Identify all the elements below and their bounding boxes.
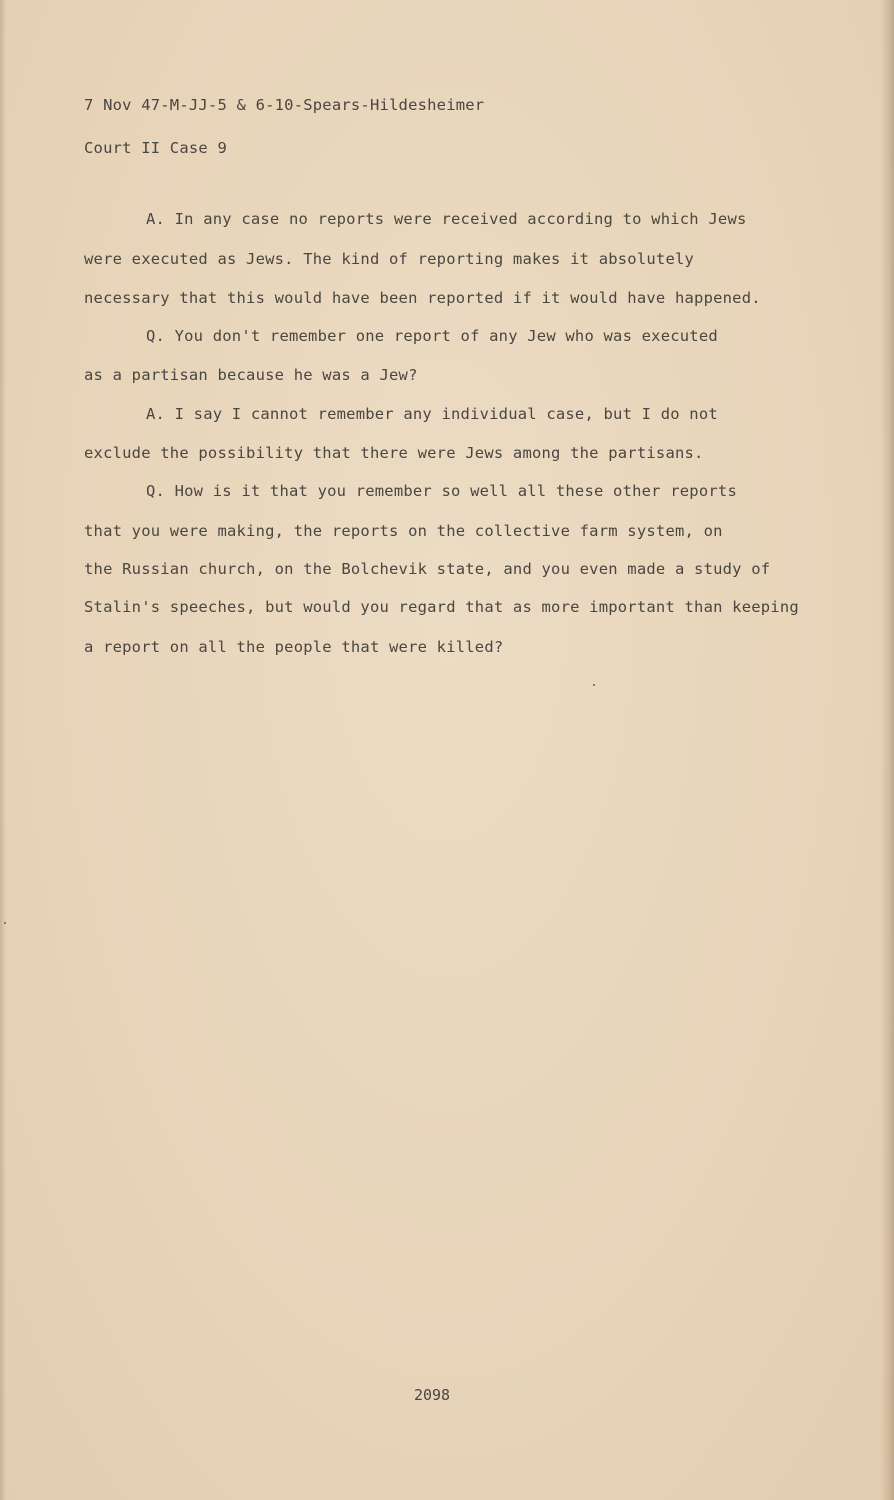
header-line-1: 7 Nov 47-M-JJ-5 & 6-10-Spears-Hildesheimer <box>84 96 485 114</box>
body-line: a report on all the people that were killed? <box>84 638 504 656</box>
body-line: that you were making, the reports on the collective farm system, on <box>84 522 723 540</box>
page-number: 2098 <box>413 1386 451 1404</box>
body-line: Q. You don't remember one report of any Jew who was executed <box>146 327 718 345</box>
header-line-2: Court II Case 9 <box>84 139 227 157</box>
body-line: Stalin's speeches, but would you regard that as more important than keeping <box>84 598 799 616</box>
body-line: Q. How is it that you remember so well all these other reports <box>146 482 737 500</box>
body-line: were executed as Jews. The kind of reporting makes it absolutely <box>84 250 695 268</box>
body-line: necessary that this would have been reported if it would have happened. <box>84 289 761 307</box>
body-line: exclude the possibility that there were Jews among the partisans. <box>84 444 704 462</box>
body-line: as a partisan because he was a Jew? <box>84 366 418 384</box>
body-line: the Russian church, on the Bolchevik state, and you even made a study of <box>84 560 771 578</box>
page-right-edge <box>880 0 894 1500</box>
body-line: A. I say I cannot remember any individual case, but I do not <box>146 405 718 423</box>
page-left-edge <box>0 0 6 1500</box>
paper-speck <box>4 922 6 924</box>
body-line: A. In any case no reports were received according to which Jews <box>146 210 747 228</box>
paper-speck <box>593 684 595 686</box>
